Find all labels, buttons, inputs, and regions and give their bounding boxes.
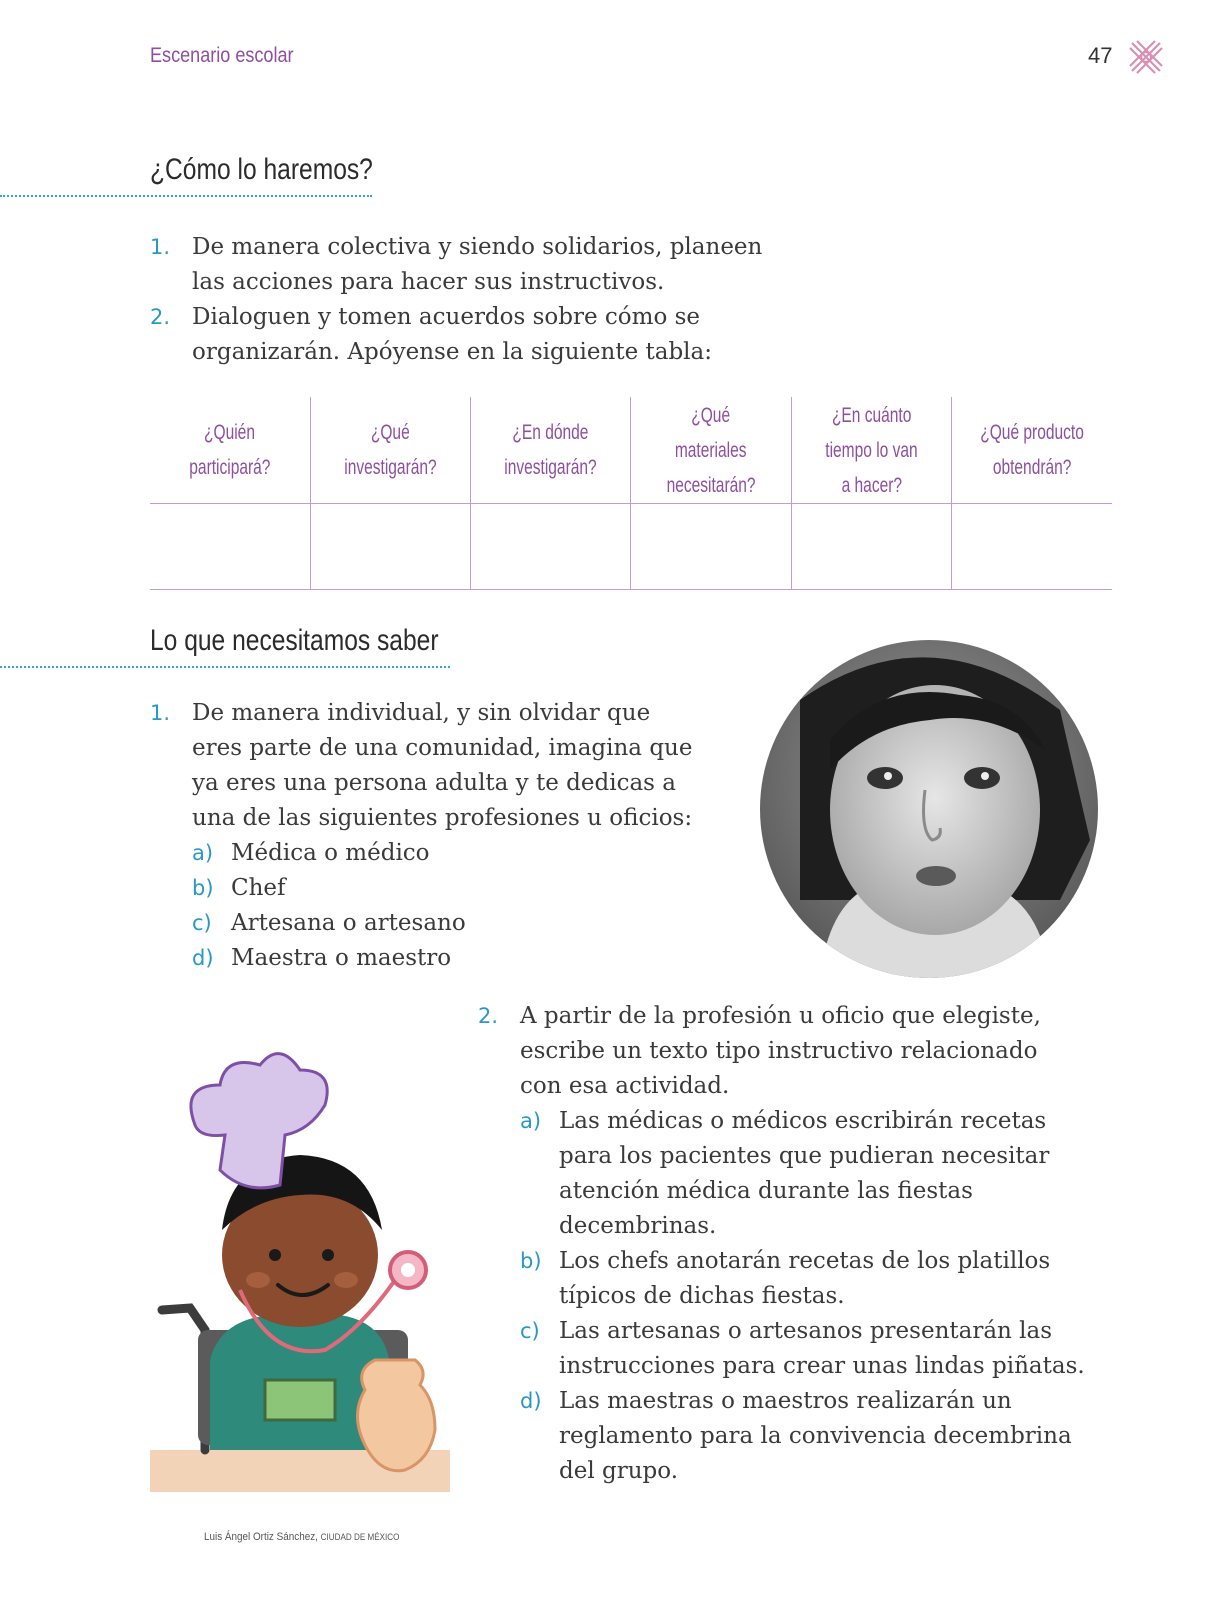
running-head: Escenario escolar [150,44,294,67]
table-cell-blank[interactable] [952,504,1112,590]
option-item: b) Chef [192,875,286,901]
item-text: De manera individual, y sin olvidar que [192,700,651,726]
item-text: escribe un texto tipo instructivo relacionado [520,1038,1038,1064]
item-text: Dialoguen y tomen acuerdos sobre cómo se [192,304,701,330]
column-header-who: ¿Quién participará? [150,397,310,504]
item-text: A partir de la profesión u oficio que elegiste, [520,1003,1041,1029]
table-cell-blank[interactable] [471,504,631,590]
item-text: con esa actividad. [520,1073,730,1099]
option-item: c) Las artesanas o artesanos presentarán las instrucciones para crear unas lindas piñatas. [520,1318,1085,1379]
list-item [478,999,1138,1489]
item-number: 2. [150,305,171,329]
child-portrait-photo [760,640,1098,978]
column-header-product: ¿Qué producto obtendrán? [952,397,1112,504]
page-number: 47 [1088,43,1113,68]
column-header-what: ¿Qué investigarán? [310,397,470,504]
option-item: a) Las médicas o médicos escribirán recetas para los pacientes que pudieran necesitar atención médica durante las fiestas decembrinas. [520,1108,1050,1239]
item-text: una de las siguientes profesiones u oficios: [192,805,693,831]
illustration-credit: Luis Ángel Ortiz Sánchez, CIUDAD DE MÉXICO [204,1531,400,1543]
table-cell-blank[interactable] [310,504,470,590]
instructive-options [520,1104,1138,1489]
list-item [150,300,850,370]
table-cell-blank[interactable] [791,504,951,590]
option-item: d) Las maestras o maestros realizarán un reglamento para la convivencia decembrina del grupo. [520,1388,1072,1484]
item-text: las acciones para hacer sus instructivos. [192,269,665,295]
section-underline [0,666,450,668]
planning-table [150,397,1112,590]
column-header-materials: ¿Qué materiales necesitarán? [631,397,791,504]
section-title-how: ¿Cómo lo haremos? [150,153,373,186]
item-number: 1. [150,701,171,725]
option-item: c) Artesana o artesano [192,910,466,936]
child-chef-illustration [150,1030,450,1520]
option-item: b) Los chefs anotarán recetas de los platillos típicos de dichas fiestas. [520,1248,1051,1309]
item-number: 1. [150,235,171,259]
column-header-time: ¿En cuánto tiempo lo van a hacer? [791,397,951,504]
option-item: d) Maestra o maestro [192,945,452,971]
item-text: eres parte de una comunidad, imagina que [192,735,693,761]
column-header-where: ¿En dónde investigarán? [471,397,631,504]
item-number: 2. [478,1004,499,1028]
profession-list [150,696,750,976]
section-title-need-to-know: Lo que necesitamos saber [150,624,439,657]
list-item [150,230,850,300]
item-text: ya eres una persona adulta y te dedicas a [192,770,676,796]
option-item: a) Médica o médico [192,840,430,866]
item-text: organizarán. Apóyense en la siguiente tabla: [192,339,712,365]
table-cell-blank[interactable] [150,504,310,590]
table-row [150,504,1112,590]
plan-instructions-list [150,230,850,370]
section-underline [0,195,372,197]
profession-options [192,836,750,976]
page-emblem-icon [1128,39,1164,75]
table-header-row [150,397,1112,504]
list-item [150,696,750,976]
instructive-text-list [478,999,1138,1489]
table-cell-blank[interactable] [631,504,791,590]
item-text: De manera colectiva y siendo solidarios, planeen [192,234,763,260]
